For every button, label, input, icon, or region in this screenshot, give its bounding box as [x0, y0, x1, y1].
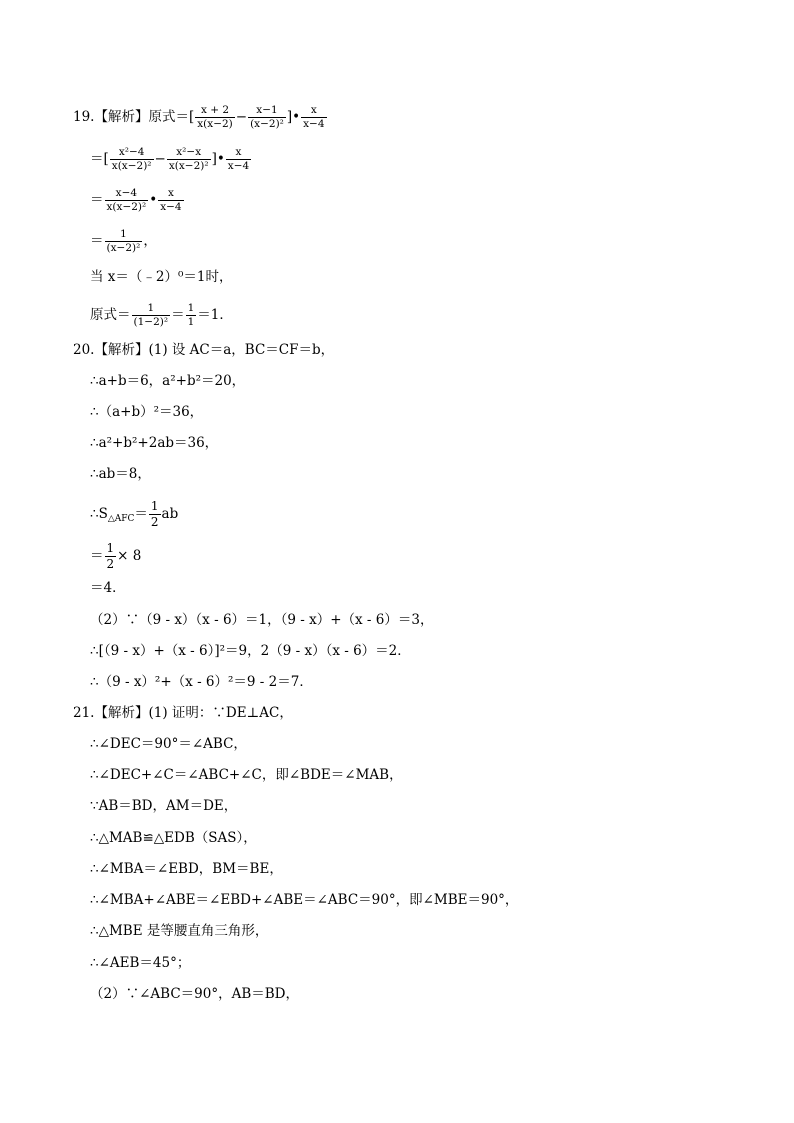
- q21-line-8: ∴△MBE 是等腰直角三角形，: [90, 923, 269, 939]
- q21-line-4: ∵AB＝BD，AM＝DE，: [90, 798, 238, 814]
- fraction: $\frac{x}{x-4}$: [227, 146, 250, 172]
- q20-line-10: ∴[（9 - x）+（x - 6）]²＝9，2（9 - x）（x - 6）＝2．: [90, 643, 411, 659]
- q21-line-2: ∴∠DEC＝90°＝∠ABC，: [90, 736, 247, 752]
- q19-lead: 19.【解析】原式＝[: [73, 109, 195, 125]
- fraction: $\frac{x-4}{\text{x(x−2)²}}$: [106, 187, 147, 213]
- fraction: $\frac{\text{x²−4}}{\text{x(x−2)²}}$: [111, 146, 152, 172]
- fraction: $\frac{1}{2}$: [150, 499, 159, 529]
- q20-line-2: ∴a+b＝6，a²+b²＝20，: [90, 373, 246, 389]
- q20-line-8: ＝4．: [90, 580, 126, 596]
- q19-line-5: 当 x＝（﹣2）⁰＝1时，: [90, 269, 233, 285]
- q20-line-11: ∴（9 - x）²+（x - 6）²＝9 - 2＝7．: [90, 674, 313, 690]
- q21-line-3: ∴∠DEC+∠C＝∠ABC+∠C，即∠BDE＝∠MAB，: [90, 767, 403, 783]
- q21-line-10: （2）∵∠ABC＝90°，AB＝BD，: [90, 986, 299, 1002]
- q19-line-3: ＝ $\frac{x-4}{\text{x(x−2)²}}$ • $\frac{x}{x-4}$: [90, 187, 182, 213]
- fraction: $\frac{\text{x²−x}}{\text{x(x−2)²}}$: [168, 146, 209, 172]
- q21-line-9: ∴∠AEB＝45°；: [90, 955, 191, 971]
- q20-line-1: 20.【解析】(1) 设 AC＝a，BC＝CF＝b，: [73, 342, 335, 358]
- fraction: $\frac{x + 2}{x(x-2)}$: [197, 104, 233, 130]
- q21-line-6: ∴∠MBA＝∠EBD，BM＝BE，: [90, 861, 283, 877]
- q21-line-7: ∴∠MBA+∠ABE＝∠EBD+∠ABE＝∠ABC＝90°，即∠MBE＝90°，: [90, 892, 519, 908]
- q21-line-5: ∴△MAB≌△EDB（SAS），: [90, 830, 257, 846]
- q20-line-3: ∴（a+b）²＝36，: [90, 404, 204, 420]
- q21-line-1: 21.【解析】(1) 证明：∵DE⊥AC，: [73, 705, 293, 721]
- fraction: $\frac{1}{1}$: [187, 302, 195, 328]
- q19-line-2: ＝[ $\frac{\text{x²−4}}{\text{x(x−2)²}}$ − $\frac{\text{x²−x}}{\text{x(x−2)²}}$ ]• $\frac{x}{x-4}$: [90, 146, 250, 172]
- fraction: $\frac{x}{x-4}$: [160, 187, 182, 213]
- q20-line-9: （2）∵（9 - x）（x - 6）＝1，（9 - x）+（x - 6）＝3，: [90, 612, 434, 628]
- fraction: $\frac{x-1}{\text{(x−2)²}}$: [250, 104, 284, 130]
- q19-line-4: ＝ $\frac{1}{\text{(x−2)²}}$ ，: [90, 228, 157, 254]
- q20-line-7: ＝ $\frac{1}{2}$ × 8: [90, 541, 142, 571]
- q19-line-6: 原式＝ $\frac{1}{\text{(1−2)²}}$ ＝ $\frac{1}{1}$ ＝1．: [90, 302, 233, 328]
- q19-line-1: 19.【解析】原式＝[ $\frac{x + 2}{x(x-2)}$ − $\frac{x-1}{\text{(x−2)²}}$ ]• $\frac{x}{x-4}$: [73, 104, 325, 130]
- fraction: $\frac{1}{\text{(1−2)²}}$: [133, 302, 169, 328]
- q20-line-4: ∴a²+b²+2ab＝36，: [90, 435, 219, 451]
- q20-line-5: ∴ab＝8，: [90, 466, 151, 482]
- fraction: $\frac{1}{\text{(x−2)²}}$: [106, 228, 141, 254]
- fraction: $\frac{x}{x-4}$: [303, 104, 325, 130]
- q20-line-6: $\therefore S_{\triangle AFC}=$ $\frac{1}{2}$ ab: [90, 499, 179, 529]
- fraction: $\frac{1}{2}$: [106, 541, 115, 571]
